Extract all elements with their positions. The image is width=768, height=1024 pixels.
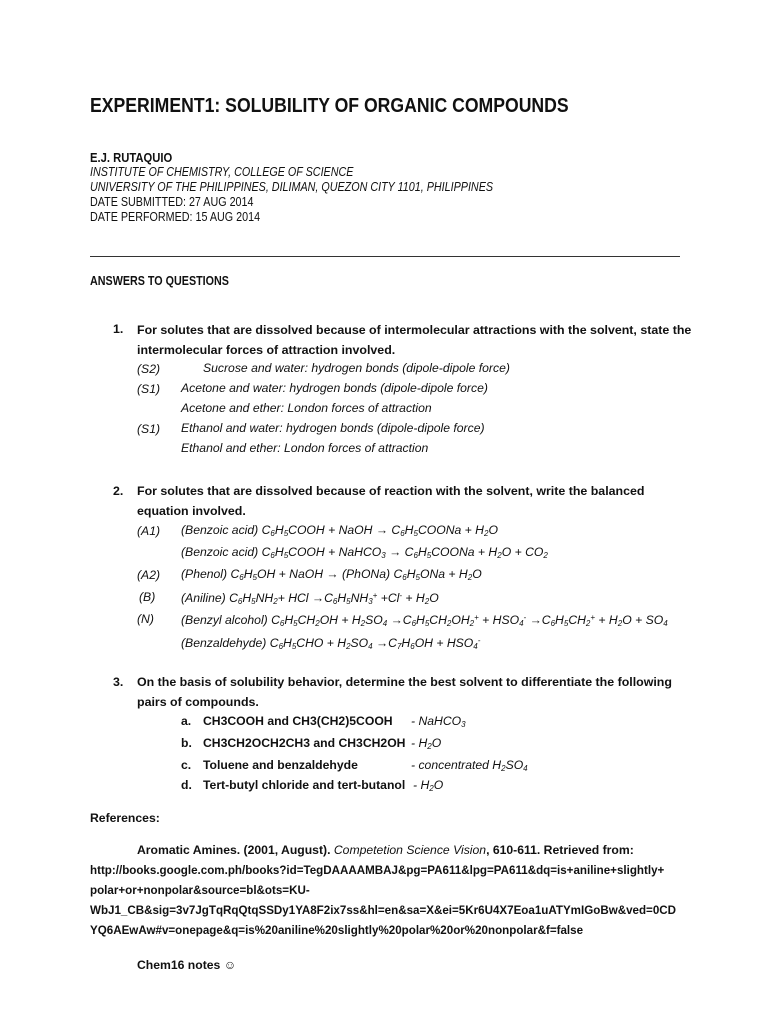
- affiliation-university: UNIVERSITY OF THE PHILIPPINES, DILIMAN, QUEZON CITY 1101, PHILIPPINES: [90, 180, 494, 194]
- answer-4-label: (S1): [137, 422, 161, 436]
- question-1-line-1: For solutes that are dissolved because of intermolecular attractions with the solvent, state the: [137, 323, 692, 337]
- pair-c-solvent: - concentrated $H_2SO_4$: [411, 758, 528, 773]
- equation-aniline: (Aniline) $C_6H_5NH_2+$ HCl $\to C_6H_5NH_3^+ +Cl^- + H_2O$: [181, 591, 439, 606]
- equation-benzaldehyde: (Benzaldehyde) $C_6H_5CHO + H_2SO_4 \to C_7H_6OH + HSO_4^-$: [181, 636, 481, 651]
- equation-label-n: (N): [137, 612, 154, 626]
- answer-1-text: Sucrose and water: hydrogen bonds (dipole-dipole force): [203, 361, 510, 375]
- equation-phenol: (Phenol) $C_6H_5OH$ + NaOH → (PhONa) $C_6H_5ONa + H_2O$: [181, 567, 482, 582]
- equation-label-a2: (A2): [137, 568, 161, 582]
- affiliation-institute: INSTITUTE OF CHEMISTRY, COLLEGE OF SCIENCE: [90, 165, 354, 179]
- date-submitted: DATE SUBMITTED: 27 AUG 2014: [90, 195, 254, 209]
- answer-2-text: Acetone and water: hydrogen bonds (dipole-dipole force): [181, 381, 488, 395]
- pair-d-solvent: - $H_2O$: [413, 778, 444, 793]
- horizontal-divider: [90, 256, 680, 257]
- pair-b-solvent: - $H_2O$: [411, 736, 442, 751]
- reference-url-line-4[interactable]: YQ6AEwAw#v=onepage&q=is%20aniline%20slightly%20polar%20or%20nonpolar&f=false: [90, 924, 584, 937]
- question-1-line-2: intermolecular forces of attraction involved.: [137, 343, 396, 357]
- answer-1-label: (S2): [137, 362, 161, 376]
- answer-5-text: Ethanol and ether: London forces of attraction: [181, 441, 429, 455]
- pair-d-letter: d.: [181, 778, 192, 792]
- reference-citation: Aromatic Amines. (2001, August). Competetion Science Vision, 610-611. Retrieved from:: [137, 843, 634, 857]
- reference-url-line-2[interactable]: polar+or+nonpolar&source=bl&ots=KU-: [90, 884, 310, 897]
- question-1-number: 1.: [113, 322, 124, 336]
- date-performed: DATE PERFORMED: 15 AUG 2014: [90, 210, 261, 224]
- pair-a-compounds: CH3COOH and CH3(CH2)5COOH: [203, 714, 393, 728]
- answer-3-text: Acetone and ether: London forces of attraction: [181, 401, 432, 415]
- answer-2-label: (S1): [137, 382, 161, 396]
- equation-label-b: (B): [139, 590, 156, 604]
- question-3-number: 3.: [113, 675, 124, 689]
- equation-benzoic-nahco3: (Benzoic acid) $C_6H_5COOH$ + NaHCO$_3$ → $C_6H_5COONa + H_2O + CO_2$: [181, 545, 548, 560]
- section-heading: ANSWERS TO QUESTIONS: [90, 274, 229, 288]
- references-heading: References:: [90, 811, 160, 825]
- question-2-number: 2.: [113, 484, 124, 498]
- pair-b-compounds: CH3CH2OCH2CH3 and CH3CH2OH: [203, 736, 406, 750]
- author-name: E.J. RUTAQUIO: [90, 151, 173, 165]
- pair-d-compounds: Tert-butyl chloride and tert-butanol: [203, 778, 406, 792]
- document-title: EXPERIMENT1: SOLUBILITY OF ORGANIC COMPOUNDS: [90, 94, 569, 117]
- pair-c-letter: c.: [181, 758, 192, 772]
- pair-a-solvent: - NaHCO$_3$: [411, 714, 466, 729]
- answer-4-text: Ethanol and water: hydrogen bonds (dipole-dipole force): [181, 421, 485, 435]
- equation-benzyl-alcohol: (Benzyl alcohol) $C_6H_5CH_2OH + H_2SO_4 \to C_6H_5CH_2OH_2^+ + HSO_4^- \to C_6H_5CH_2^+ + H_2O + SO_4$: [181, 613, 668, 628]
- reference-journal: Competetion Science Vision: [333, 843, 487, 857]
- reference-url-line-3[interactable]: WbJ1_CB&sig=3v7JgTqRqQtqSSDy1YA8F2ix7ss&hl=en&sa=X&ei=5Kr6U4X7Eoa1uATYmIGoBw&ved=0CD: [90, 904, 677, 917]
- reference-url-line-1[interactable]: http://books.google.com.ph/books?id=TegDAAAAMBAJ&pg=PA611&lpg=PA611&dq=is+aniline+slightly+: [90, 864, 665, 877]
- question-3-line-1: On the basis of solubility behavior, determine the best solvent to differentiate the following: [137, 675, 672, 689]
- notes-footer: Chem16 notes ☺: [137, 958, 237, 972]
- question-2-line-2: equation involved.: [137, 504, 246, 518]
- question-3-line-2: pairs of compounds.: [137, 695, 259, 709]
- pair-a-letter: a.: [181, 714, 192, 728]
- question-2-line-1: For solutes that are dissolved because of reaction with the solvent, write the balanced: [137, 484, 645, 498]
- equation-label-a1: (A1): [137, 524, 161, 538]
- pair-b-letter: b.: [181, 736, 192, 750]
- pair-c-compounds: Toluene and benzaldehyde: [203, 758, 358, 772]
- equation-benzoic-naoh: (Benzoic acid) $C_6H_5COOH$ + NaOH → $C_6H_5COONa + H_2O$: [181, 523, 498, 538]
